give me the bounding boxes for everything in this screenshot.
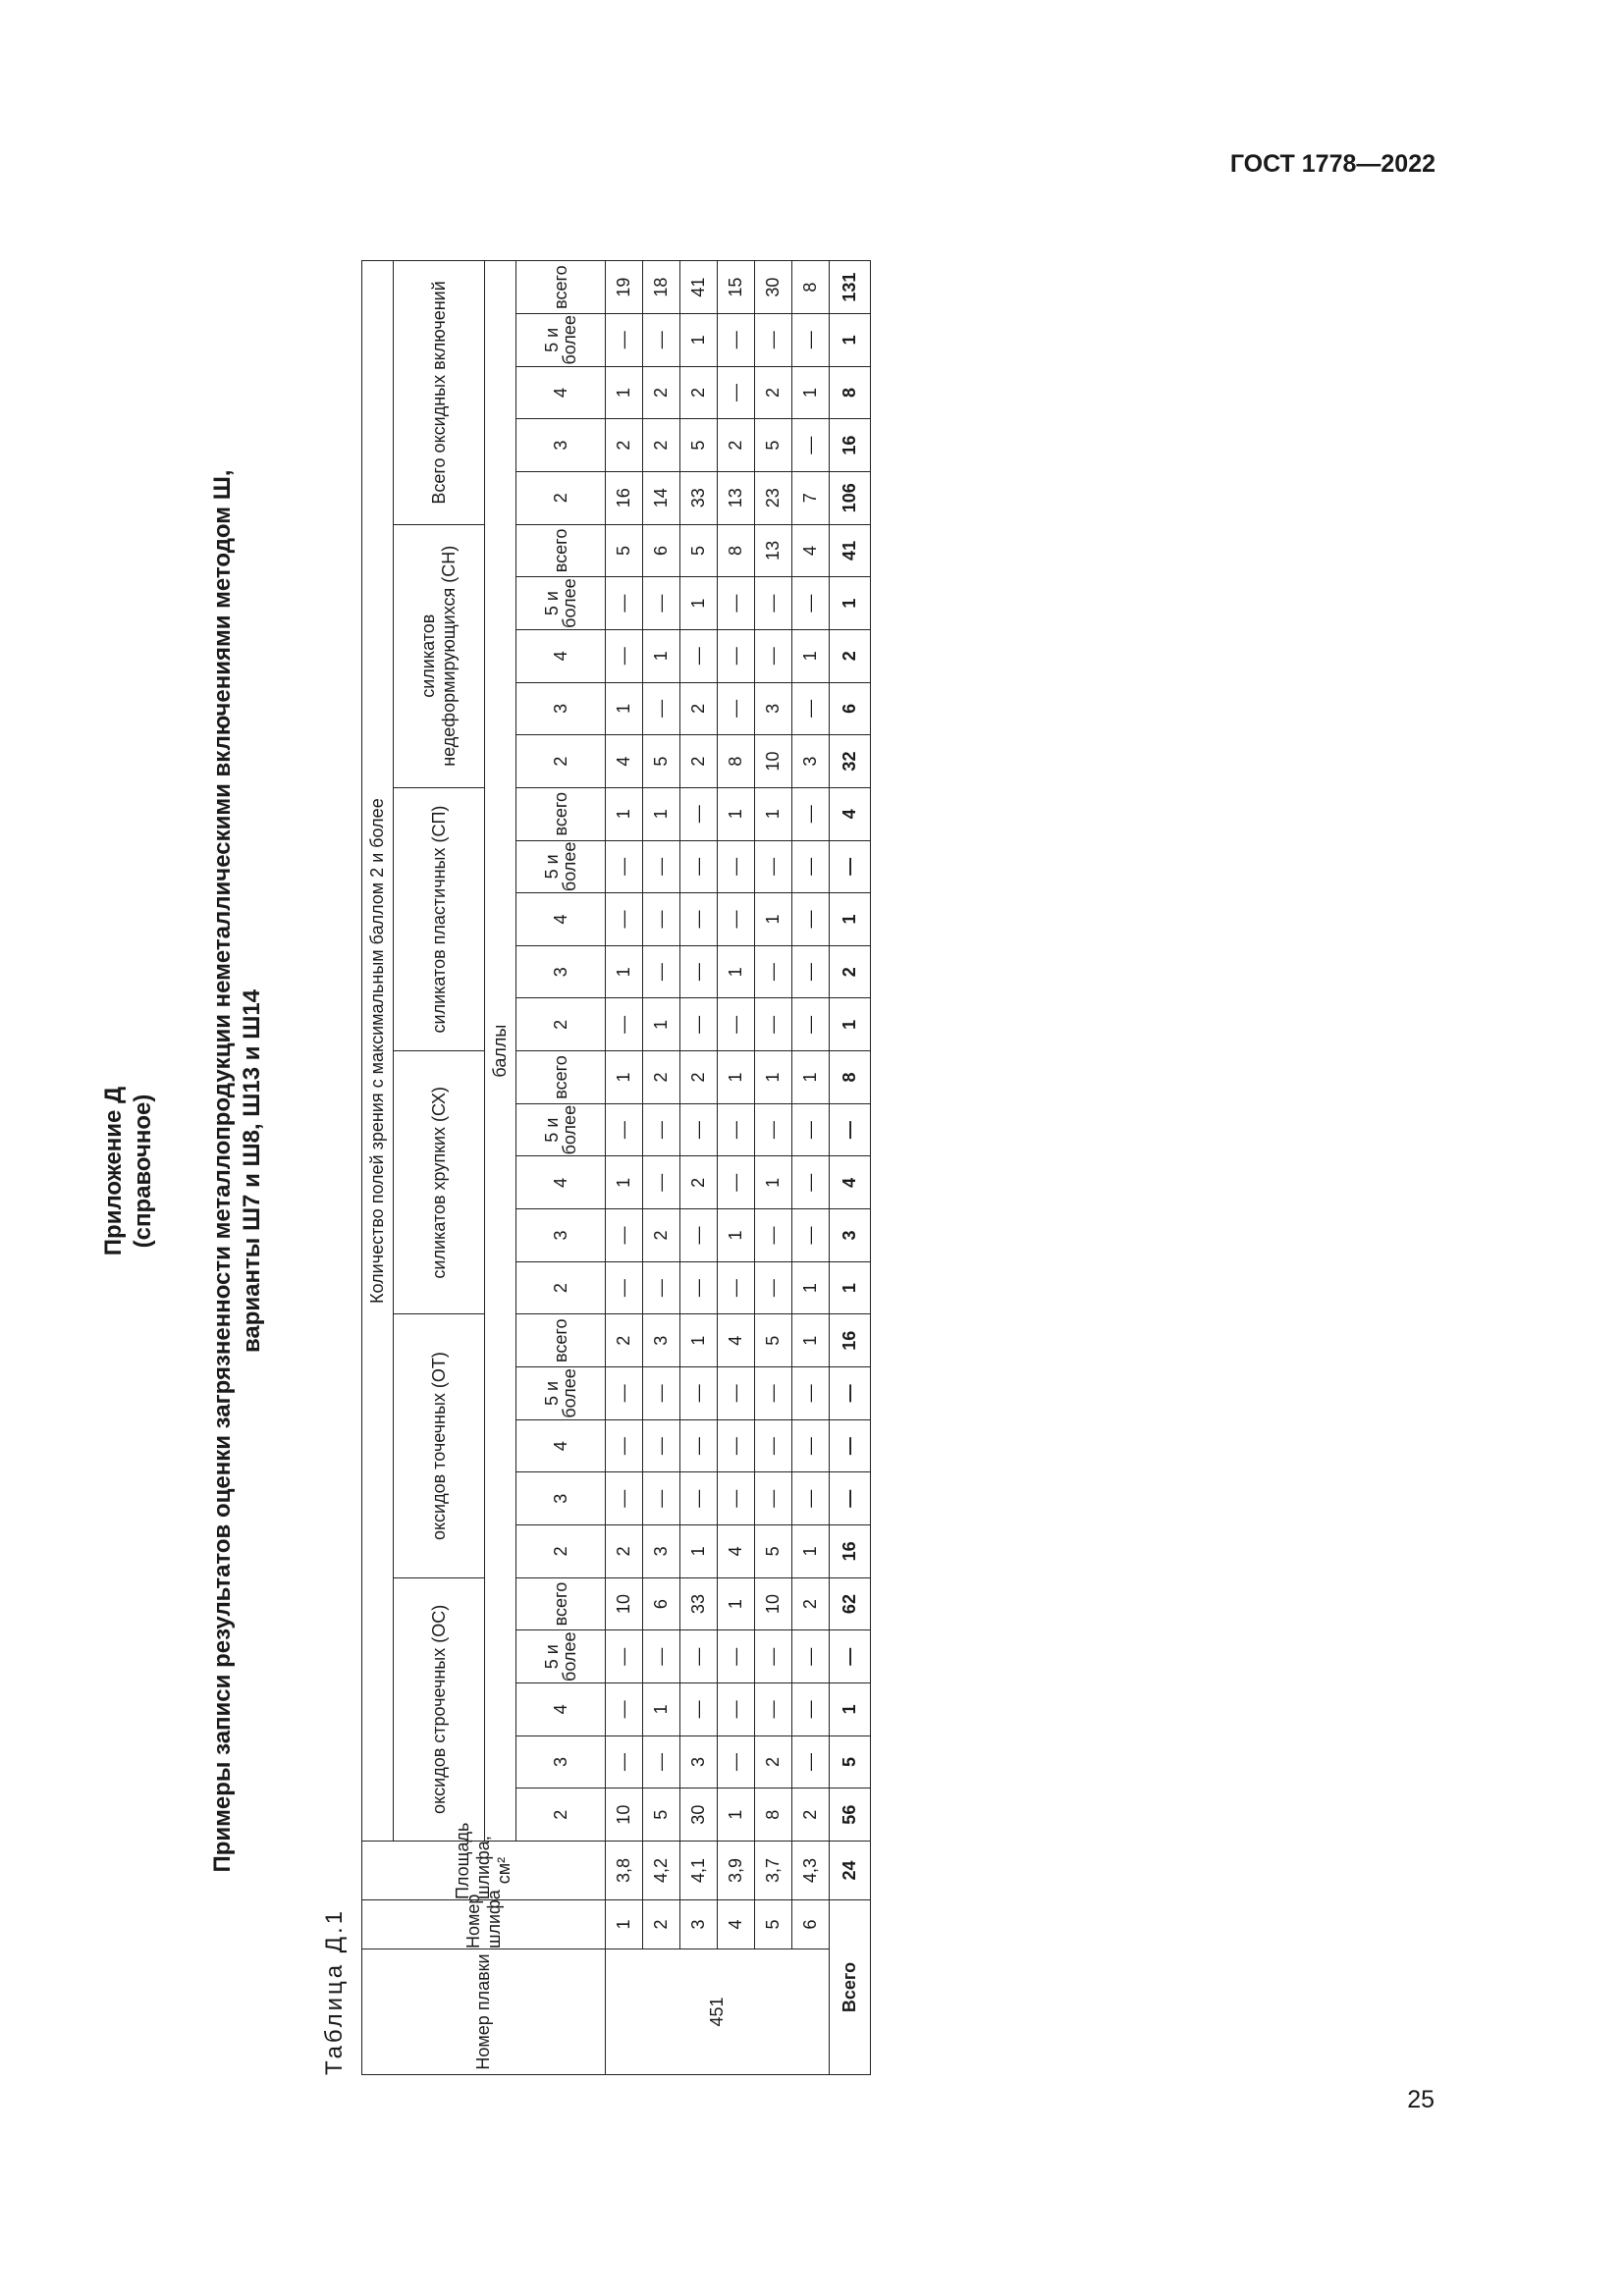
- value-cell: —: [755, 1472, 792, 1525]
- value-cell: 1: [606, 682, 643, 735]
- value-cell: —: [755, 945, 792, 998]
- sub-header-sp-3: 4: [516, 893, 606, 946]
- value-cell: 6: [643, 524, 680, 577]
- value-cell: —: [755, 1261, 792, 1314]
- value-cell: 1: [792, 629, 830, 682]
- total-value-cell: 106: [830, 471, 871, 524]
- total-value-cell: 131: [830, 261, 871, 314]
- value-cell: 1: [792, 1525, 830, 1578]
- value-cell: —: [643, 893, 680, 946]
- value-cell: —: [606, 1367, 643, 1420]
- group-total-header: Всего оксидных включений: [394, 261, 485, 524]
- total-value-cell: 32: [830, 735, 871, 788]
- sub-header-sn-3: 4: [516, 629, 606, 682]
- value-cell: 1: [755, 1156, 792, 1209]
- value-cell: —: [606, 313, 643, 366]
- total-value-cell: 1: [830, 1261, 871, 1314]
- value-cell: —: [792, 945, 830, 998]
- group-ot-header: оксидов точечных (ОТ): [394, 1314, 485, 1577]
- value-cell: —: [792, 1683, 830, 1736]
- area-cell: 4,3: [792, 1842, 830, 1900]
- value-cell: 6: [643, 1577, 680, 1630]
- area-cell: 3,8: [606, 1842, 643, 1900]
- value-cell: —: [792, 419, 830, 472]
- value-cell: —: [718, 1419, 755, 1472]
- total-value-cell: 5: [830, 1735, 871, 1789]
- value-cell: —: [606, 1209, 643, 1262]
- value-cell: —: [792, 893, 830, 946]
- appendix-subtitle: (справочное): [130, 1094, 156, 1249]
- value-cell: —: [643, 313, 680, 366]
- value-cell: —: [606, 1735, 643, 1789]
- value-cell: —: [755, 1630, 792, 1683]
- total-value-cell: 8: [830, 366, 871, 419]
- total-value-cell: 56: [830, 1789, 871, 1842]
- value-cell: —: [680, 893, 718, 946]
- value-cell: 1: [680, 313, 718, 366]
- sub-header-sp-2: 3: [516, 945, 606, 998]
- value-cell: 2: [643, 1051, 680, 1104]
- value-cell: 13: [718, 471, 755, 524]
- total-value-cell: 41: [830, 524, 871, 577]
- value-cell: 5: [643, 1789, 680, 1842]
- col-specimen-header: Номер шлифа: [362, 1900, 606, 1949]
- value-cell: —: [792, 1103, 830, 1156]
- value-cell: 8: [755, 1789, 792, 1842]
- value-cell: —: [643, 1472, 680, 1525]
- specimen-cell: 5: [755, 1900, 792, 1949]
- value-cell: 30: [755, 261, 792, 314]
- value-cell: 2: [680, 735, 718, 788]
- sub-header-total-3: 4: [516, 366, 606, 419]
- scores-header: баллы: [485, 261, 516, 1842]
- value-cell: —: [718, 1103, 755, 1156]
- value-cell: —: [606, 629, 643, 682]
- value-cell: —: [643, 840, 680, 893]
- sub-header-sx-3: 4: [516, 1156, 606, 1209]
- value-cell: —: [643, 682, 680, 735]
- value-cell: —: [680, 840, 718, 893]
- value-cell: —: [718, 1683, 755, 1736]
- value-cell: —: [680, 1683, 718, 1736]
- value-cell: 2: [680, 1051, 718, 1104]
- value-cell: 1: [718, 1051, 755, 1104]
- total-value-cell: 2: [830, 945, 871, 998]
- area-cell: 4,2: [643, 1842, 680, 1900]
- total-value-cell: 2: [830, 629, 871, 682]
- value-cell: —: [680, 787, 718, 840]
- specimen-cell: 6: [792, 1900, 830, 1949]
- value-cell: 33: [680, 471, 718, 524]
- table-row: [718, 261, 755, 2075]
- value-cell: 1: [755, 1051, 792, 1104]
- value-cell: —: [755, 840, 792, 893]
- value-cell: —: [792, 1630, 830, 1683]
- value-cell: 5: [755, 419, 792, 472]
- value-cell: 4: [718, 1525, 755, 1578]
- heat-number-cell: 451: [606, 1949, 830, 2075]
- value-cell: —: [755, 998, 792, 1051]
- value-cell: 3: [792, 735, 830, 788]
- value-cell: 7: [792, 471, 830, 524]
- total-value-cell: 1: [830, 313, 871, 366]
- value-cell: —: [792, 1156, 830, 1209]
- value-cell: 3: [755, 682, 792, 735]
- value-cell: —: [718, 629, 755, 682]
- value-cell: 8: [718, 735, 755, 788]
- value-cell: 1: [606, 945, 643, 998]
- value-cell: —: [680, 1261, 718, 1314]
- value-cell: 5: [755, 1314, 792, 1367]
- value-cell: —: [792, 787, 830, 840]
- value-cell: —: [718, 1261, 755, 1314]
- value-cell: —: [680, 1630, 718, 1683]
- col-heat-header: Номер плавки: [362, 1949, 606, 2075]
- value-cell: 2: [755, 366, 792, 419]
- value-cell: 2: [792, 1789, 830, 1842]
- value-cell: 1: [718, 945, 755, 998]
- value-cell: —: [606, 840, 643, 893]
- table-row: [755, 261, 792, 2075]
- total-value-cell: 1: [830, 998, 871, 1051]
- sub-header-ot-4: 5 и более: [516, 1367, 606, 1420]
- value-cell: 1: [606, 787, 643, 840]
- total-value-cell: 3: [830, 1209, 871, 1262]
- value-cell: —: [755, 629, 792, 682]
- value-cell: 10: [755, 735, 792, 788]
- value-cell: —: [643, 1156, 680, 1209]
- value-cell: —: [718, 1156, 755, 1209]
- value-cell: —: [718, 1735, 755, 1789]
- value-cell: —: [643, 1103, 680, 1156]
- sub-header-ot-3: 4: [516, 1419, 606, 1472]
- value-cell: 2: [755, 1735, 792, 1789]
- value-cell: 3: [680, 1735, 718, 1789]
- value-cell: 1: [606, 1156, 643, 1209]
- total-value-cell: —: [830, 1630, 871, 1683]
- sub-header-ot-5: всего: [516, 1314, 606, 1367]
- total-value-cell: 62: [830, 1577, 871, 1630]
- value-cell: 4: [718, 1314, 755, 1367]
- value-cell: 1: [755, 893, 792, 946]
- value-cell: —: [680, 1367, 718, 1420]
- value-cell: 8: [718, 524, 755, 577]
- value-cell: 1: [643, 998, 680, 1051]
- value-cell: —: [606, 1630, 643, 1683]
- value-cell: 1: [643, 787, 680, 840]
- value-cell: 4: [792, 524, 830, 577]
- value-cell: 5: [755, 1525, 792, 1578]
- area-cell: 3,9: [718, 1842, 755, 1900]
- value-cell: —: [718, 577, 755, 630]
- value-cell: —: [643, 1419, 680, 1472]
- specimen-cell: 3: [680, 1900, 718, 1949]
- value-cell: 1: [606, 1051, 643, 1104]
- value-cell: 2: [680, 366, 718, 419]
- main-title: [208, 253, 267, 2089]
- value-cell: 1: [792, 1314, 830, 1367]
- value-cell: —: [680, 1209, 718, 1262]
- sub-header-sx-1: 2: [516, 1261, 606, 1314]
- inclusions-table: [361, 260, 871, 2075]
- value-cell: —: [680, 1103, 718, 1156]
- total-value-cell: 16: [830, 1525, 871, 1578]
- value-cell: —: [792, 577, 830, 630]
- sub-header-sx-4: 5 и более: [516, 1103, 606, 1156]
- value-cell: —: [643, 1367, 680, 1420]
- appendix-title: Приложение Д: [100, 1086, 127, 1256]
- sub-header-os-2: 3: [516, 1735, 606, 1789]
- value-cell: —: [792, 998, 830, 1051]
- value-cell: —: [718, 1367, 755, 1420]
- sub-header-row: [516, 261, 606, 2075]
- value-cell: —: [606, 1419, 643, 1472]
- value-cell: 15: [718, 261, 755, 314]
- value-cell: 23: [755, 471, 792, 524]
- value-cell: 5: [680, 419, 718, 472]
- fields-header: Количество полей зрения с максимальным баллом 2 и более: [362, 261, 394, 1842]
- value-cell: 2: [643, 1209, 680, 1262]
- value-cell: 1: [643, 629, 680, 682]
- total-value-cell: 16: [830, 419, 871, 472]
- col-area-header: Площадь шлифа, см²: [362, 1842, 606, 1900]
- value-cell: —: [643, 945, 680, 998]
- table-row: [606, 261, 643, 2075]
- sub-header-sn-4: 5 и более: [516, 577, 606, 630]
- sub-header-total-5: всего: [516, 261, 606, 314]
- total-value-cell: —: [830, 1419, 871, 1472]
- value-cell: 14: [643, 471, 680, 524]
- rotated-content: [81, 253, 1308, 2089]
- value-cell: —: [680, 629, 718, 682]
- value-cell: —: [718, 998, 755, 1051]
- value-cell: 2: [606, 419, 643, 472]
- value-cell: 5: [680, 524, 718, 577]
- value-cell: 1: [718, 1209, 755, 1262]
- value-cell: —: [680, 998, 718, 1051]
- value-cell: —: [718, 313, 755, 366]
- value-cell: 2: [792, 1577, 830, 1630]
- main-title-line-2: варианты Ш7 и Ш8, Ш13 и Ш14: [239, 988, 265, 1354]
- value-cell: 33: [680, 1577, 718, 1630]
- area-cell: 3,7: [755, 1842, 792, 1900]
- value-cell: 30: [680, 1789, 718, 1842]
- value-cell: —: [792, 840, 830, 893]
- value-cell: —: [755, 1367, 792, 1420]
- page-number: 25: [1407, 2086, 1435, 2113]
- sub-header-total-4: 5 и более: [516, 313, 606, 366]
- value-cell: —: [792, 1472, 830, 1525]
- total-value-cell: 1: [830, 893, 871, 946]
- table-row: [680, 261, 718, 2075]
- value-cell: —: [792, 1367, 830, 1420]
- group-sx-header: силикатов хрупких (СХ): [394, 1051, 485, 1314]
- value-cell: 1: [643, 1683, 680, 1736]
- group-sn-header: силикатов недеформирующихся (СН): [394, 524, 485, 787]
- sub-header-total-2: 3: [516, 419, 606, 472]
- total-label: Всего: [830, 1900, 871, 2075]
- value-cell: 2: [643, 366, 680, 419]
- specimen-cell: 2: [643, 1900, 680, 1949]
- value-cell: —: [755, 313, 792, 366]
- main-title-line-1: Примеры записи результатов оценки загрязненности металлопродукции неметаллическими включениями методом Ш,: [209, 469, 236, 1873]
- value-cell: —: [606, 1103, 643, 1156]
- value-cell: —: [680, 945, 718, 998]
- value-cell: —: [718, 682, 755, 735]
- total-value-cell: 1: [830, 577, 871, 630]
- value-cell: 1: [680, 577, 718, 630]
- value-cell: —: [792, 682, 830, 735]
- total-value-cell: —: [830, 1472, 871, 1525]
- total-value-cell: —: [830, 1103, 871, 1156]
- value-cell: 2: [606, 1314, 643, 1367]
- value-cell: —: [680, 1419, 718, 1472]
- table-caption: Таблица Д.1: [321, 1907, 348, 2075]
- value-cell: —: [606, 1683, 643, 1736]
- value-cell: 41: [680, 261, 718, 314]
- table-total-row: [830, 261, 871, 2075]
- value-cell: 10: [606, 1789, 643, 1842]
- value-cell: 16: [606, 471, 643, 524]
- value-cell: —: [792, 1209, 830, 1262]
- total-value-cell: 4: [830, 1156, 871, 1209]
- sub-header-sn-5: всего: [516, 524, 606, 577]
- value-cell: 2: [606, 1525, 643, 1578]
- value-cell: —: [643, 1735, 680, 1789]
- sub-header-total-1: 2: [516, 471, 606, 524]
- value-cell: —: [792, 313, 830, 366]
- value-cell: 2: [680, 682, 718, 735]
- value-cell: —: [755, 1103, 792, 1156]
- value-cell: 1: [755, 787, 792, 840]
- value-cell: 1: [718, 787, 755, 840]
- value-cell: 1: [792, 1261, 830, 1314]
- value-cell: —: [606, 1472, 643, 1525]
- sub-header-sx-5: всего: [516, 1051, 606, 1104]
- total-value-cell: 4: [830, 787, 871, 840]
- table-row: [792, 261, 830, 2075]
- value-cell: 18: [643, 261, 680, 314]
- sub-header-sp-1: 2: [516, 998, 606, 1051]
- value-cell: 10: [606, 1577, 643, 1630]
- value-cell: —: [643, 577, 680, 630]
- value-cell: 5: [643, 735, 680, 788]
- document-code: ГОСТ 1778—2022: [1229, 150, 1435, 178]
- table-row: [643, 261, 680, 2075]
- sub-header-os-3: 4: [516, 1683, 606, 1736]
- value-cell: 2: [643, 419, 680, 472]
- sub-header-os-4: 5 и более: [516, 1630, 606, 1683]
- value-cell: —: [606, 998, 643, 1051]
- value-cell: 2: [680, 1156, 718, 1209]
- value-cell: 19: [606, 261, 643, 314]
- value-cell: —: [755, 577, 792, 630]
- value-cell: 3: [643, 1314, 680, 1367]
- value-cell: 4: [606, 735, 643, 788]
- sub-header-sx-2: 3: [516, 1209, 606, 1262]
- sub-header-os-5: всего: [516, 1577, 606, 1630]
- value-cell: 1: [680, 1525, 718, 1578]
- sub-header-ot-1: 2: [516, 1525, 606, 1578]
- group-sp-header: силикатов пластичных (СП): [394, 787, 485, 1050]
- total-value-cell: 1: [830, 1683, 871, 1736]
- value-cell: —: [755, 1209, 792, 1262]
- sub-header-os-1: 2: [516, 1789, 606, 1842]
- sub-header-sn-1: 2: [516, 735, 606, 788]
- total-value-cell: —: [830, 1367, 871, 1420]
- value-cell: —: [643, 1630, 680, 1683]
- specimen-cell: 1: [606, 1900, 643, 1949]
- sub-header-sp-5: всего: [516, 787, 606, 840]
- value-cell: —: [718, 893, 755, 946]
- group-os-header: оксидов строчечных (ОС): [394, 1577, 485, 1841]
- value-cell: —: [606, 577, 643, 630]
- value-cell: —: [643, 1261, 680, 1314]
- value-cell: —: [718, 1630, 755, 1683]
- value-cell: 1: [606, 366, 643, 419]
- value-cell: —: [755, 1419, 792, 1472]
- value-cell: —: [718, 366, 755, 419]
- specimen-cell: 4: [718, 1900, 755, 1949]
- value-cell: 1: [718, 1577, 755, 1630]
- value-cell: —: [755, 1683, 792, 1736]
- value-cell: 1: [718, 1789, 755, 1842]
- value-cell: —: [606, 893, 643, 946]
- value-cell: 1: [792, 366, 830, 419]
- value-cell: 1: [680, 1314, 718, 1367]
- sub-header-sp-4: 5 и более: [516, 840, 606, 893]
- value-cell: —: [718, 840, 755, 893]
- value-cell: —: [718, 1472, 755, 1525]
- value-cell: 1: [792, 1051, 830, 1104]
- value-cell: —: [792, 1419, 830, 1472]
- total-area-cell: 24: [830, 1842, 871, 1900]
- value-cell: —: [606, 1261, 643, 1314]
- value-cell: 2: [718, 419, 755, 472]
- total-value-cell: 6: [830, 682, 871, 735]
- value-cell: —: [792, 1735, 830, 1789]
- value-cell: 10: [755, 1577, 792, 1630]
- total-value-cell: —: [830, 840, 871, 893]
- total-value-cell: 8: [830, 1051, 871, 1104]
- area-cell: 4,1: [680, 1842, 718, 1900]
- value-cell: 8: [792, 261, 830, 314]
- sub-header-sn-2: 3: [516, 682, 606, 735]
- sub-header-ot-2: 3: [516, 1472, 606, 1525]
- value-cell: —: [680, 1472, 718, 1525]
- value-cell: 5: [606, 524, 643, 577]
- total-value-cell: 16: [830, 1314, 871, 1367]
- value-cell: 13: [755, 524, 792, 577]
- value-cell: 3: [643, 1525, 680, 1578]
